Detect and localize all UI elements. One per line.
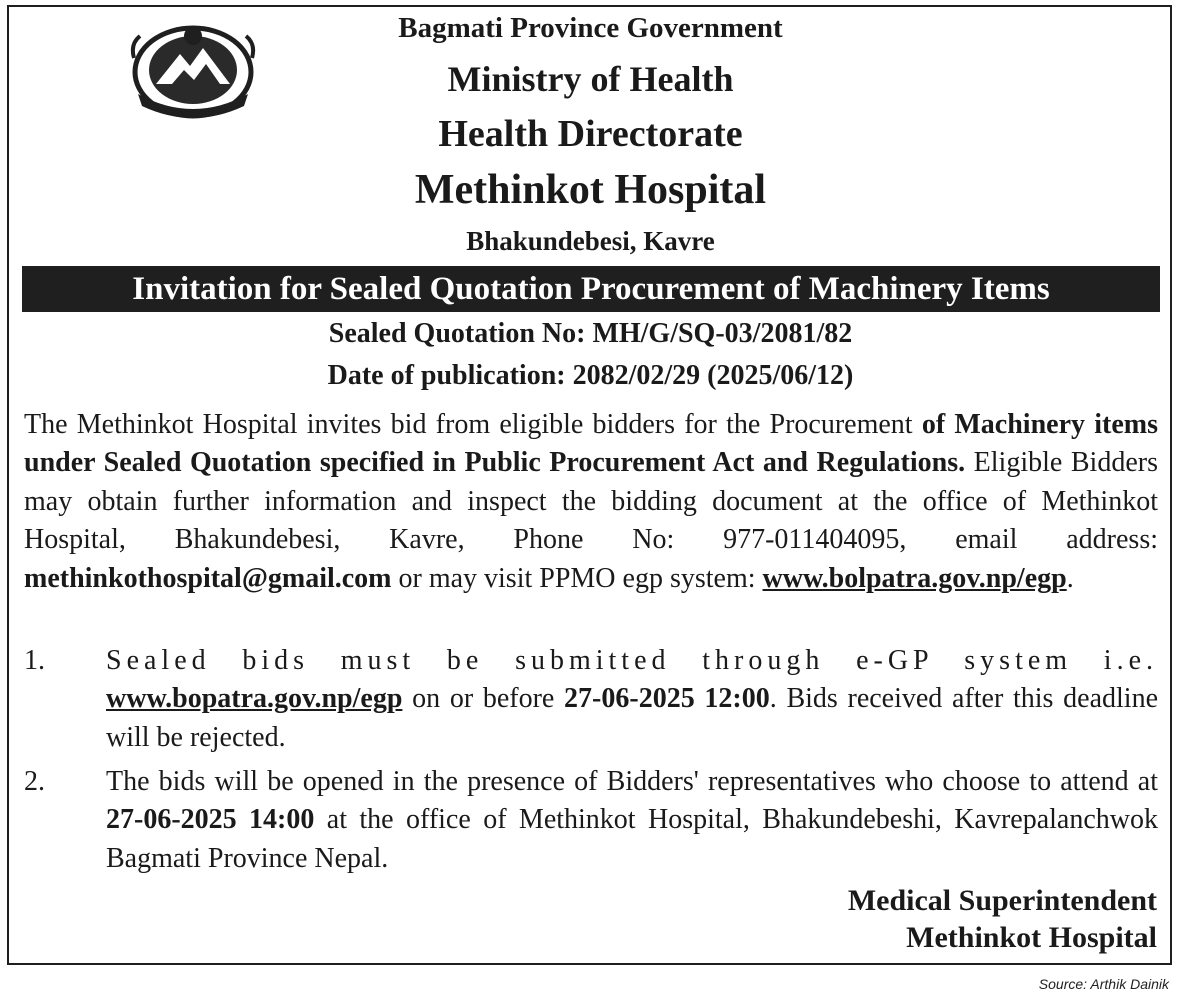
- province-name: Bagmati Province Government: [398, 12, 783, 44]
- list-item: 2. The bids will be opened in the presence of Bidders' representatives who choose to attend at 27-06-2025 14:00 at the office of Methinkot Hospital, Bhakundebeshi, Kavrepalanchwok Bagmati Province Nepal.: [24, 763, 1158, 878]
- source-credit: Source: Arthik Dainik: [1038, 976, 1169, 992]
- item-number: 2.: [24, 766, 45, 797]
- item-number: 1.: [24, 645, 45, 676]
- signatory-org: Methinkot Hospital: [906, 921, 1157, 954]
- egp-submission-link[interactable]: www.bopatra.gov.np/egp: [106, 683, 403, 715]
- quotation-number: Sealed Quotation No: MH/G/SQ-03/2081/82: [328, 318, 853, 349]
- list-item: 1. Sealed bids must be submitted through e-GP system i.e. www.bopatra.gov.np/egp on or before 27-06-2025 12:00. Bids received after this deadline will be rejected.: [24, 642, 1158, 757]
- publication-date: Date of publication: 2082/02/29 (2025/06/12): [327, 360, 854, 391]
- notice-title: Invitation for Sealed Quotation Procurement of Machinery Items: [132, 271, 1050, 307]
- directorate-name: Health Directorate: [438, 113, 743, 155]
- intro-paragraph: The Methinkot Hospital invites bid from eligible bidders for the Procurement of Machinery items under Sealed Quotation specified in Public Procurement Act and Regulations. Eligible Bidders may obtain further information and inspect the bidding document at the office of Methinkot Hospital, Bhakundebesi, Kavre, Phone No: 977-011404095, email address: methinkothospital@gmail.com or may visit PPMO egp system: www.bolpatra.gov.np/egp.: [24, 409, 1159, 594]
- ministry-name: Ministry of Health: [447, 59, 734, 99]
- signatory-title: Medical Superintendent: [847, 884, 1157, 917]
- email-address[interactable]: methinkothospital@gmail.com: [24, 562, 392, 594]
- opening-time: 27-06-2025 14:00: [106, 804, 315, 836]
- hospital-name: Methinkot Hospital: [414, 167, 767, 213]
- hospital-location: Bhakundebesi, Kavre: [466, 226, 715, 256]
- submission-deadline: 27-06-2025 12:00: [564, 683, 770, 715]
- egp-link[interactable]: www.bolpatra.gov.np/egp: [762, 562, 1067, 594]
